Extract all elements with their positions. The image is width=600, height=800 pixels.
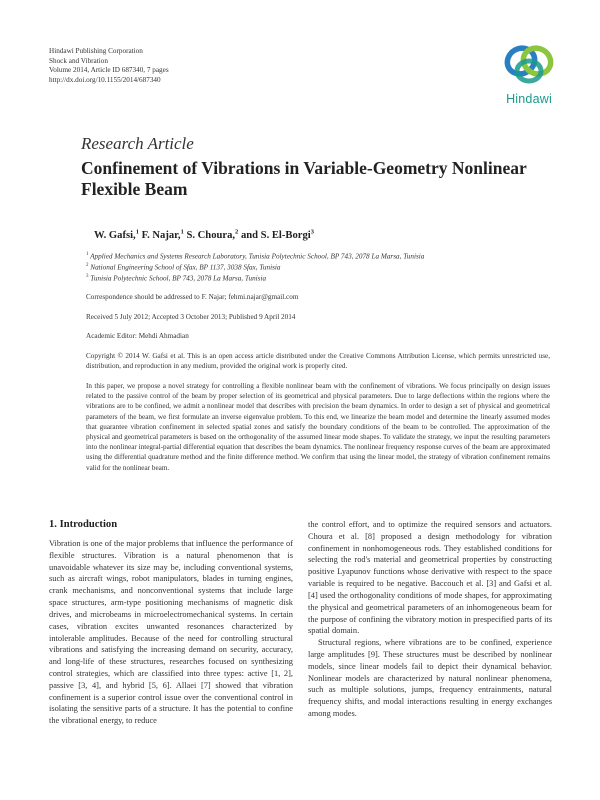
publication-dates: Received 5 July 2012; Accepted 3 October 2013; Published 9 April 2014 bbox=[86, 313, 296, 321]
hindawi-rings-icon bbox=[494, 38, 564, 92]
affiliation: $^3$ Tunisia Polytechnic School, BP 743, 2078 La Marsa, Tunisia bbox=[86, 274, 267, 283]
academic-editor: Academic Editor: Mehdi Ahmadian bbox=[86, 332, 189, 340]
article-type: Research Article bbox=[81, 134, 194, 153]
hindawi-logo[interactable] bbox=[494, 38, 564, 112]
copyright-notice: Copyright © 2014 W. Gafsi et al. This is an open access article distributed under the Creative Commons Attribution License, which permits unrestricted use, distribution, and reproduction in any medium, provided the original work is properly cited. bbox=[86, 352, 550, 371]
author-list bbox=[94, 228, 314, 241]
abstract: In this paper, we propose a novel strategy for controlling a flexible nonlinear beam with the confinement of vibrations. We focus principally on design issues related to the passive control of the beam by proper selection of its geometrical and physical parameters. Due to large deflections within the regions where the vibrations are to be confined, we admit a nonlinear model that describes with precision the beam dynamics. In order to design a set of physical and geometrical parameters of the beam, we first formulate an inverse eigenvalue problem. To this end, we linearize the beam model and determine the linearly assumed modes that guarantee vibration confinement in selected spatial zones and satisfy the boundary conditions of the beam to be controlled. The approximation of the physical and geometrical parameters is based on the orthogonality of the assumed linear mode shapes. To validate the strategy, we input the resulting parameters into the nonlinear integral-partial differential equation that describes the beam dynamics. The nonlinear frequency response curves of the beam are approximated using the differential quadrature method and the finite difference method. We confirm that using the linear model, the strategy of vibration confinement remains valid for the nonlinear beam. bbox=[86, 382, 550, 472]
paragraph: Structural regions, where vibrations are to be confined, experience large amplitudes [9]. These structures must be described by nonlinear models, since linear models fail to depict their dynamical behavior. Nonlinear models are characterized by natural nonlinear phenomena, such as multiple solutions, jumps, frequency entrainments, natural frequency shifts, and modal interactions resulting in energy exchanges among modes. bbox=[308, 638, 552, 718]
author[interactable]: W. Gafsi,$^1$ bbox=[94, 228, 139, 241]
body-column-left bbox=[49, 538, 293, 727]
logo-wordmark: Hindawi bbox=[506, 92, 552, 106]
paragraph: the control effort, and to optimize the required sensors and actuators. Choura et al. [8] proposed a design methodology for vibration confinement in nonhomogeneous rods. They established conditions for selecting the rod's material and geometrical properties by constructing positive Lyapunov functions whose derivative with respect to the space variable is required to be negative. Baccouch et al. [3] and Gafsi et al. [4] used the orthogonality conditions of mode shapes, for approximating the physical and geometrical parameters of an inhomogeneous beam for the purpose of confining the vibratory motion in prespecified parts of its spatial domain. bbox=[308, 520, 552, 636]
doi-link[interactable]: http://dx.doi.org/10.1155/2014/687340 bbox=[49, 75, 161, 84]
affiliation: $^2$ National Engineering School of Sfax, BP 1137, 3038 Sfax, Tunisia bbox=[86, 263, 281, 272]
affiliation: $^1$ Applied Mechanics and Systems Research Laboratory, Tunisia Polytechnic School, BP 743, 2078 La Marsa, Tunisia bbox=[86, 252, 425, 261]
body-column-right bbox=[308, 519, 552, 720]
correspondence: Correspondence should be addressed to F. Najar; fehmi.najar@gmail.com bbox=[86, 293, 299, 301]
journal-name: Shock and Vibration bbox=[49, 56, 108, 65]
publisher-line: Hindawi Publishing Corporation bbox=[49, 47, 143, 55]
author[interactable]: S. Choura,$^2$ bbox=[186, 228, 239, 241]
article-title: Confinement of Vibrations in Variable-Geometry Nonlinear Flexible Beam bbox=[81, 158, 527, 199]
paragraph: Vibration is one of the major problems that influence the performance of flexible structures. Vibration is a natural phenomenon that is unavoidable whatever its size may be, including conventional systems, such as aircraft wings, robot manipulators, blades in turning engines, crank mechanisms, and nonconventional systems that include large space structures, arm-type positioning mechanisms of magnetic disk drives, and microbeams in microelectromechanical systems. In certain cases, vibration excites unwanted resonances characterized by intolerable amplitudes. Because of the need for controlling structural vibrations and satisfying the increasing demand on security, accuracy, and long-life of these structures, researches focused on synthesizing control strategies, which are classified into three types: active [1, 2], passive [3, 4], and hybrid [5, 6]. Allaei [7] showed that vibration confinement is a superior control issue over the conventional control in isolating the sensitive parts of a structure. It has the potential to confine the vibrational energy, to reduce bbox=[49, 539, 293, 726]
section-heading: 1. Introduction bbox=[49, 519, 118, 530]
author[interactable]: and S. El-Borgi$^3$ bbox=[240, 228, 314, 241]
author[interactable]: F. Najar,$^1$ bbox=[141, 228, 184, 241]
volume-info: Volume 2014, Article ID 687340, 7 pages bbox=[49, 66, 169, 74]
